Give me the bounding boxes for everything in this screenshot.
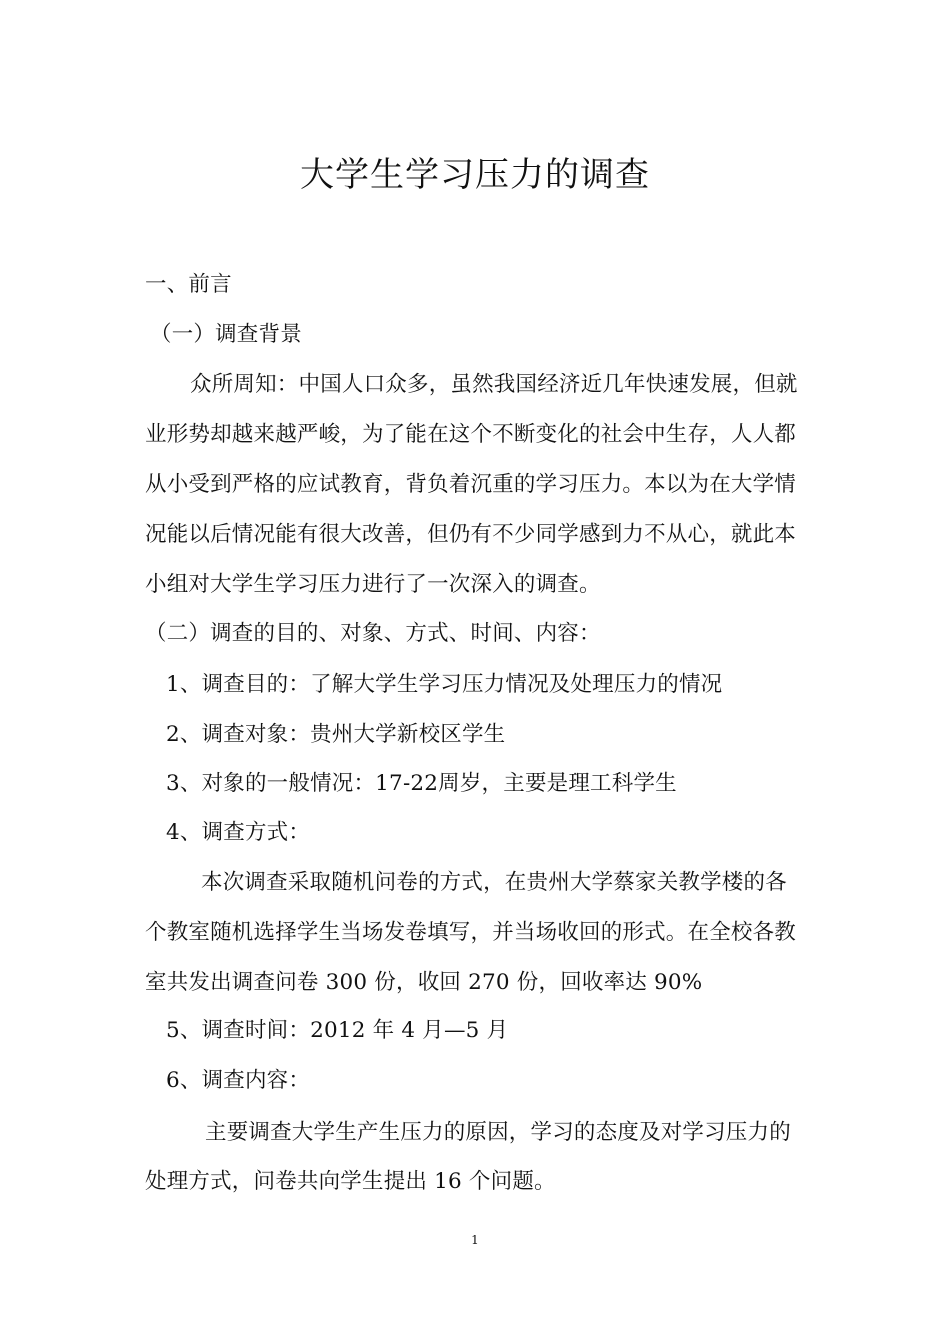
list-item-subjects: 2、调查对象：贵州大学新校区学生 [166, 722, 506, 747]
background-paragraph-line: 众所周知：中国人口众多，虽然我国经济近几年快速发展，但就 [190, 372, 798, 397]
page-number: 1 [471, 1233, 479, 1247]
list-item-purpose: 1、调查目的：了解大学生学习压力情况及处理压力的情况 [166, 672, 723, 697]
background-paragraph-line: 业形势却越来越严峻，为了能在这个不断变化的社会中生存，人人都 [145, 422, 797, 447]
method-paragraph-line: 个教室随机选择学生当场发卷填写，并当场收回的形式。在全校各教 [145, 920, 797, 945]
content-paragraph-line: 处理方式，问卷共向学生提出 16 个问题。 [145, 1169, 556, 1194]
method-paragraph-line: 本次调查采取随机问卷的方式，在贵州大学蔡家关教学楼的各 [201, 870, 787, 895]
list-item-method: 4、调查方式： [166, 820, 311, 845]
document-title: 大学生学习压力的调查 [300, 155, 650, 195]
subsection-heading-background: （一）调查背景 [150, 322, 302, 347]
background-paragraph-line: 况能以后情况能有很大改善，但仍有不少同学感到力不从心，就此本 [145, 522, 797, 547]
content-paragraph-line: 主要调查大学生产生压力的原因，学习的态度及对学习压力的 [205, 1120, 791, 1145]
background-paragraph-line: 从小受到严格的应试教育，背负着沉重的学习压力。本以为在大学情 [145, 472, 797, 497]
method-paragraph-line: 室共发出调查问卷 300 份，收回 270 份，回收率达 90% [145, 970, 703, 995]
list-item-subject-profile: 3、对象的一般情况：17-22周岁，主要是理工科学生 [166, 771, 677, 796]
section-heading-preface: 一、前言 [145, 272, 232, 297]
list-item-content: 6、调查内容： [166, 1068, 311, 1093]
subsection-heading-survey-details: （二）调查的目的、对象、方式、时间、内容： [145, 621, 601, 646]
background-paragraph-line: 小组对大学生学习压力进行了一次深入的调查。 [145, 572, 601, 597]
list-item-time: 5、调查时间：2012 年 4 月—5 月 [166, 1018, 509, 1043]
